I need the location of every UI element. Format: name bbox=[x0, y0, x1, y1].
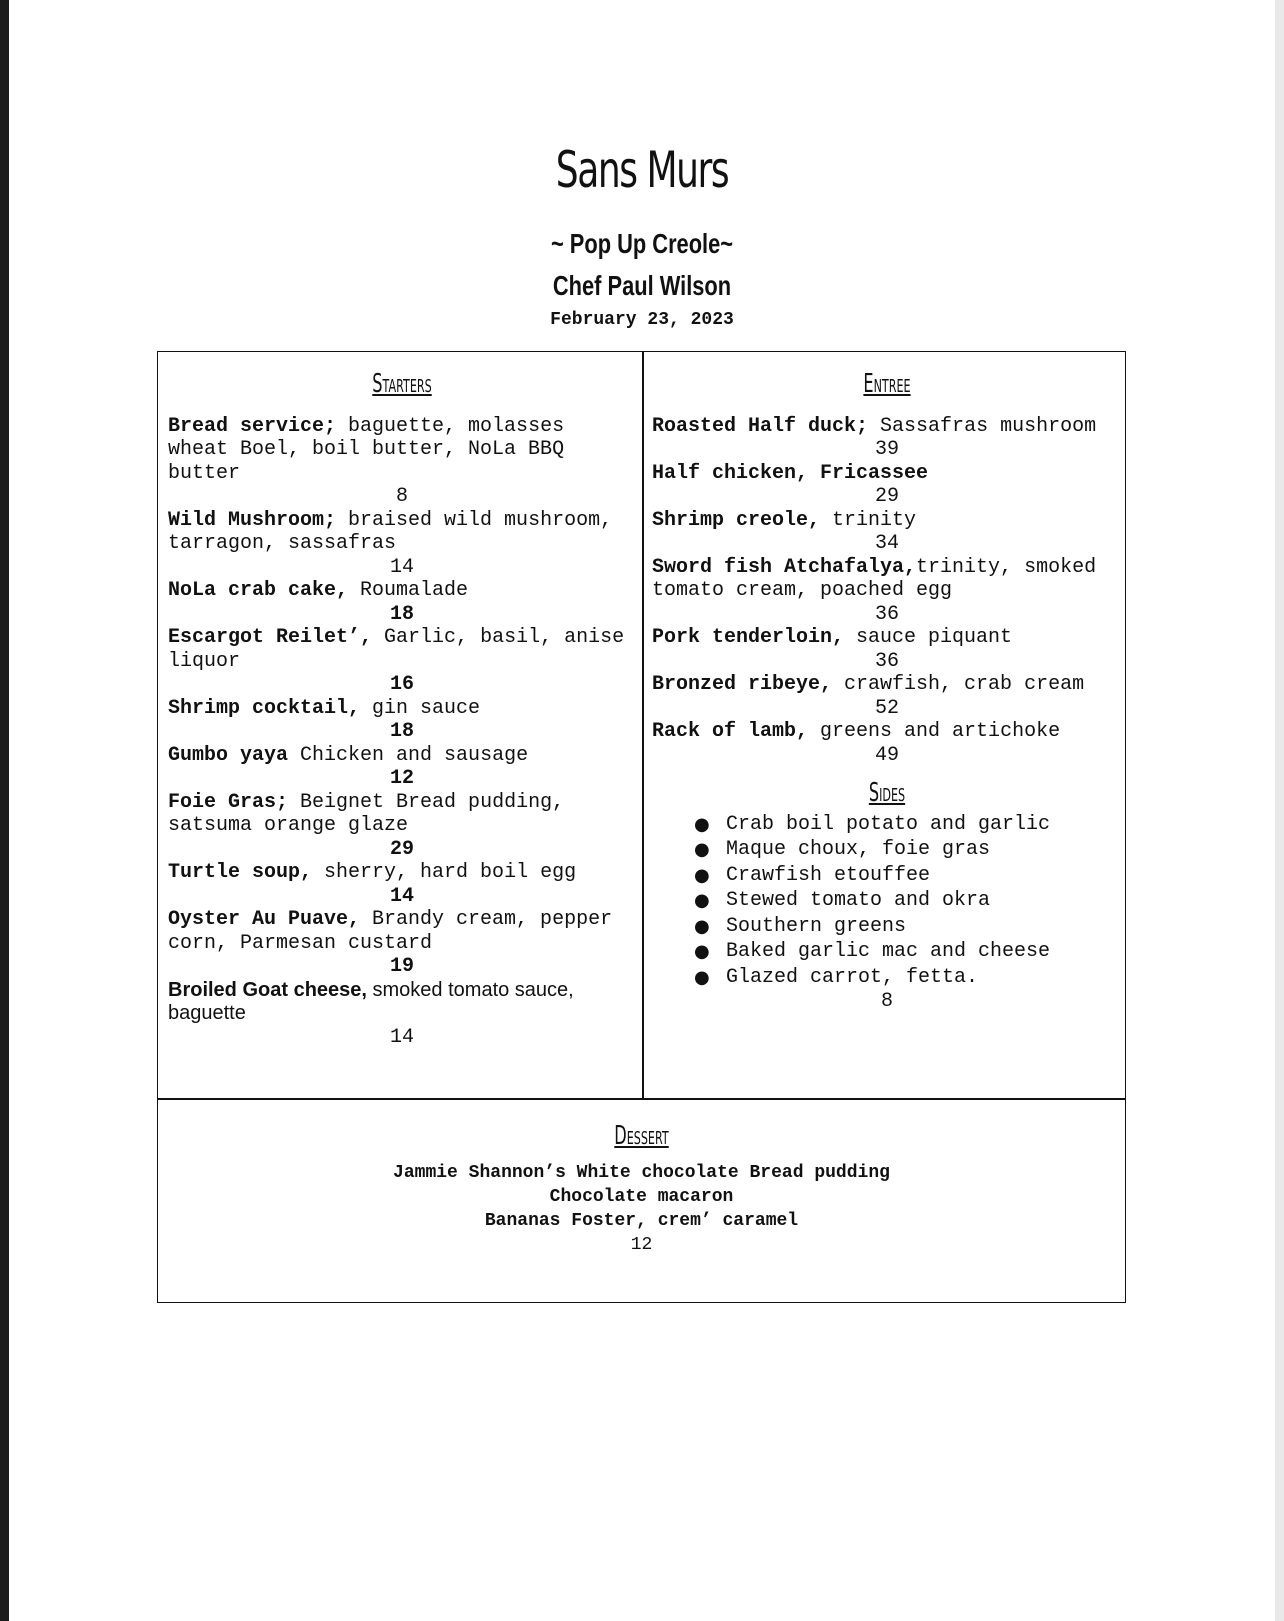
starter-item bbox=[168, 908, 636, 979]
item-desc: sherry, hard boil egg bbox=[312, 861, 577, 885]
item-price: 52 bbox=[874, 696, 899, 720]
entree-item bbox=[652, 626, 1122, 673]
item-price: 29 bbox=[874, 485, 899, 509]
item-price: 39 bbox=[874, 438, 899, 462]
item-desc: Beignet Bread pudding, satsuma orange glaze bbox=[168, 790, 565, 838]
item-desc: trinity bbox=[820, 508, 917, 532]
item-price: 36 bbox=[874, 649, 899, 673]
starters-heading: Starters bbox=[372, 369, 432, 399]
item-desc: Chicken and sausage bbox=[288, 743, 529, 767]
item-name: Roasted Half duck; bbox=[652, 414, 869, 438]
entree-item bbox=[652, 415, 1122, 462]
dessert-item: Chocolate macaron bbox=[549, 1186, 734, 1207]
item-price: 8 bbox=[395, 485, 408, 509]
item-desc: Brandy cream, pepper corn, Parmesan custard bbox=[168, 908, 613, 955]
dessert-heading: Dessert bbox=[614, 1121, 669, 1151]
row-divider bbox=[158, 1098, 1125, 1100]
item-price: 14 bbox=[389, 884, 414, 908]
starter-item bbox=[168, 791, 636, 862]
item-name: Wild Mushroom; bbox=[168, 508, 337, 532]
menu-date: February 23, 2023 bbox=[550, 310, 734, 330]
item-desc: braised wild mushroom, tarragon, sassafras bbox=[168, 508, 613, 556]
dessert-item: Jammie Shannon’s White chocolate Bread pudding bbox=[393, 1162, 890, 1183]
column-divider bbox=[642, 352, 644, 1098]
page-edge-right bbox=[1275, 0, 1284, 1621]
list-item: ● Stewed tomato and okra bbox=[694, 889, 991, 913]
list-item: ● Baked garlic mac and cheese bbox=[694, 940, 1051, 964]
bullet-icon: ● bbox=[694, 941, 710, 963]
item-price: 29 bbox=[389, 837, 414, 861]
list-item: ● Crab boil potato and garlic bbox=[694, 812, 1051, 836]
sides-list bbox=[652, 812, 1122, 991]
item-name: Pork tenderloin, bbox=[652, 626, 845, 650]
starter-item bbox=[168, 579, 636, 626]
item-price: 19 bbox=[389, 955, 414, 979]
item-price: 18 bbox=[389, 720, 414, 744]
item-name: Oyster Au Puave, bbox=[168, 908, 361, 932]
item-name: Bread service; bbox=[168, 414, 337, 438]
entree-section bbox=[652, 352, 1122, 1014]
menu-subtitle: ~ Pop Up Creole~ bbox=[550, 228, 734, 259]
item-desc: trinity, smoked tomato cream, poached egg bbox=[652, 555, 1097, 603]
item-price: 34 bbox=[874, 532, 899, 556]
item-price: 36 bbox=[874, 602, 899, 626]
item-name: NoLa crab cake, bbox=[168, 579, 349, 603]
bullet-icon: ● bbox=[694, 864, 710, 886]
item-price: 49 bbox=[874, 743, 899, 767]
item-desc: Sassafras mushroom bbox=[868, 414, 1097, 438]
item-name: Turtle soup, bbox=[168, 861, 313, 885]
bullet-icon: ● bbox=[694, 813, 710, 835]
item-name: Half chicken, Fricassee bbox=[652, 461, 929, 485]
starters-section bbox=[168, 352, 636, 1049]
item-name: Bronzed ribeye, bbox=[652, 673, 833, 697]
item-desc: baguette, molasses wheat Boel, boil butter, NoLa BBQ butter bbox=[168, 414, 565, 485]
bullet-icon: ● bbox=[694, 966, 710, 988]
page-edge-left bbox=[0, 0, 9, 1621]
dessert-item: Bananas Foster, crem’ caramel bbox=[484, 1210, 799, 1231]
item-price: 18 bbox=[389, 602, 414, 626]
sides-price: 8 bbox=[880, 990, 893, 1014]
item-price: 14 bbox=[389, 1025, 414, 1049]
item-name: Sword fish Atchafalya, bbox=[652, 555, 917, 579]
item-name: Gumbo yaya bbox=[168, 743, 289, 767]
entree-heading: Entree bbox=[863, 369, 911, 399]
item-name: Rack of lamb, bbox=[652, 720, 809, 744]
entree-item bbox=[652, 556, 1122, 627]
item-desc: sauce piquant bbox=[844, 626, 1013, 650]
list-item: ● Glazed carrot, fetta. bbox=[694, 965, 979, 989]
entree-item bbox=[652, 673, 1122, 720]
bullet-icon: ● bbox=[694, 915, 710, 937]
starter-item bbox=[168, 861, 636, 908]
list-item: ● Maque choux, foie gras bbox=[694, 838, 991, 862]
item-desc: Garlic, basil, anise liquor bbox=[168, 626, 625, 673]
starter-item bbox=[168, 415, 636, 509]
dessert-section bbox=[158, 1112, 1125, 1257]
dessert-price: 12 bbox=[630, 1234, 653, 1255]
item-price: 14 bbox=[389, 555, 414, 579]
starter-item bbox=[168, 509, 636, 580]
entree-item bbox=[652, 509, 1122, 556]
restaurant-title: Sans Murs bbox=[555, 141, 729, 199]
starter-item bbox=[168, 626, 636, 697]
item-desc: smoked tomato sauce, baguette bbox=[168, 978, 574, 1025]
starter-item bbox=[168, 697, 636, 744]
item-price: 12 bbox=[389, 767, 414, 791]
item-name: Broiled Goat cheese, bbox=[168, 978, 367, 1001]
bullet-icon: ● bbox=[694, 839, 710, 861]
item-name: Shrimp cocktail, bbox=[168, 696, 361, 720]
item-desc: crawfish, crab cream bbox=[832, 673, 1085, 697]
item-desc: greens and artichoke bbox=[808, 720, 1061, 744]
starter-item bbox=[168, 979, 636, 1050]
list-item: ● Southern greens bbox=[694, 914, 907, 938]
list-item: ● Crawfish etouffee bbox=[694, 863, 931, 887]
menu-table bbox=[157, 351, 1126, 1303]
starter-item bbox=[168, 744, 636, 791]
entree-item bbox=[652, 720, 1122, 767]
sides-heading: Sides bbox=[868, 778, 906, 809]
chef-name: Chef Paul Wilson bbox=[552, 270, 732, 301]
bullet-icon: ● bbox=[694, 890, 710, 912]
item-name: Escargot Reilet’, bbox=[168, 626, 373, 650]
item-desc: Roumalade bbox=[348, 579, 469, 603]
item-desc: gin sauce bbox=[360, 696, 481, 720]
item-name: Foie Gras; bbox=[168, 790, 289, 814]
item-name: Shrimp creole, bbox=[652, 508, 821, 532]
entree-item bbox=[652, 462, 1122, 509]
item-price: 16 bbox=[389, 673, 414, 697]
